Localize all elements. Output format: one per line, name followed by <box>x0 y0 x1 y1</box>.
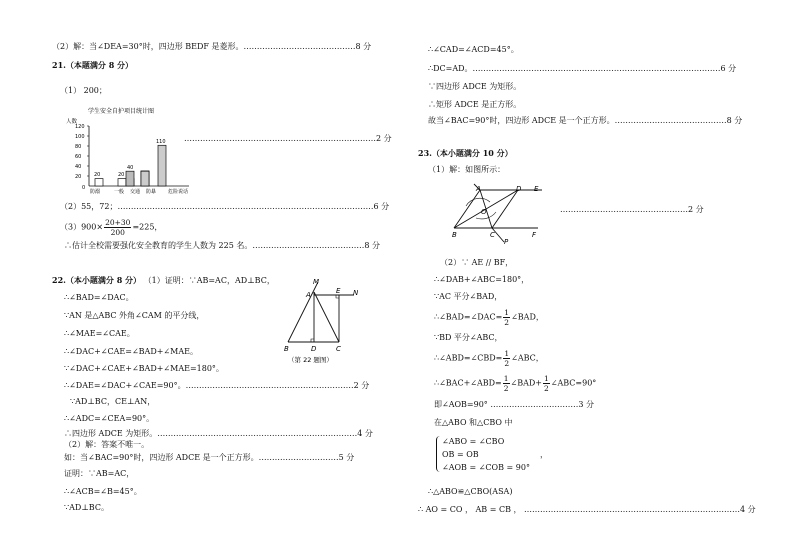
text: ∴∠ABD=∠CBD= <box>434 353 503 363</box>
label-B: B <box>452 231 457 239</box>
solution-line: ∴估计全校需要强化安全教育的学生人数为 225 名。……………………………………8 分 <box>64 241 380 250</box>
label-P: P <box>504 238 509 246</box>
text: ∠ABC， <box>511 353 544 363</box>
label-E: E <box>534 185 539 193</box>
denominator: 200 <box>110 228 125 237</box>
solution-line: ∵四边形 ADCE 为矩形。 <box>428 82 522 91</box>
equation-line <box>442 463 530 473</box>
solution-line: ∴矩形 ADCE 是正方形。 <box>428 100 522 109</box>
solution-line: 在△ABO 和△CBO 中 <box>434 418 513 427</box>
bar-label: 110 <box>156 139 166 145</box>
bar-label: 20 <box>94 172 101 178</box>
figure-22 <box>278 276 358 366</box>
solution-line-fraction <box>434 374 596 393</box>
solution-line: ∵AD⊥BC，CE⊥AN， <box>70 397 156 406</box>
numerator: 20+30 <box>105 218 131 227</box>
solution-line: ∴∠DAC+∠CAE=∠BAD+∠MAE。 <box>64 347 198 356</box>
numerator: 1 <box>544 374 549 383</box>
fraction-half <box>503 308 510 327</box>
score-dots: ………………………………………………………………2 分 <box>184 134 392 143</box>
label-C: C <box>336 345 341 353</box>
label-M: M <box>313 278 320 286</box>
figure-caption: （第 22 题图） <box>288 356 333 364</box>
label-C: C <box>490 231 495 239</box>
solution-line: ∴∠ACB=∠B=45°。 <box>64 487 142 496</box>
fraction-half <box>503 374 510 393</box>
solution-line: ∴∠DAB+∠ABC=180°， <box>434 275 530 284</box>
label-A: A <box>306 291 311 299</box>
label-N: N <box>353 289 358 297</box>
text: ∴∠BAC+∠ABD= <box>434 378 502 388</box>
solution-line-fraction <box>60 218 162 237</box>
y-tick-label: 100 <box>75 134 85 140</box>
fraction <box>104 218 131 237</box>
label-A: A <box>476 185 481 193</box>
solution-line: （2）∵ AE // BF， <box>440 258 514 267</box>
text: ∠ABC=90° <box>550 378 597 388</box>
equation-line: ∠ABO = ∠CBO <box>442 437 505 446</box>
fraction-half <box>503 349 510 368</box>
chart-y-origin: 0 <box>82 185 86 191</box>
text: （3）900× <box>60 222 104 232</box>
label-O: O <box>481 208 487 216</box>
solution-line: （2）解：当∠DEA=30°时，四边形 BEDF 是菱形。……………………………………8 分 <box>52 42 372 51</box>
question-23-heading: 23.（本小题满分 10 分） <box>418 148 513 158</box>
chart-bar <box>158 145 166 186</box>
y-tick-label: 80 <box>75 144 82 150</box>
label-B: B <box>284 345 289 353</box>
chart-bar <box>126 171 134 186</box>
numerator: 1 <box>503 374 509 383</box>
x-tick-label: 防暴 <box>146 189 157 195</box>
solution-line: ∴四边形 ADCE 为矩形。…………………………………………………………………4 分 <box>64 429 373 438</box>
x-tick-label: 防溺 <box>90 189 101 195</box>
figure-23 <box>446 182 556 248</box>
system-brace <box>436 436 441 472</box>
y-tick-label: 60 <box>75 154 82 160</box>
solution-line-fraction <box>434 349 544 368</box>
denominator: 2 <box>504 359 510 368</box>
label-F: F <box>532 231 537 239</box>
equation-tail: ， <box>540 450 548 459</box>
x-tick-label: 危险说话 <box>168 189 189 195</box>
denominator: 2 <box>544 384 549 393</box>
solution-line: ∵AD⊥BC。 <box>64 503 109 512</box>
chart-title: 学生安全自护项目统计图 <box>88 108 155 115</box>
solution-line-fraction <box>434 308 544 327</box>
text: ∠AOB = ∠COB = 90° <box>442 463 530 472</box>
question-22-line <box>52 275 275 286</box>
question-22-heading: 22.（本小题满分 8 分） <box>52 275 142 285</box>
solution-line: 如：当∠BAC=90°时，四边形 ADCE 是一个正方形。…………………………5 分 <box>64 453 355 462</box>
text: （1）证明：∵AB=AC，AD⊥BC， <box>143 276 275 285</box>
q21-bar-chart <box>64 104 194 196</box>
chart-bar <box>95 179 103 186</box>
denominator: 2 <box>503 384 509 393</box>
label-D: D <box>311 345 317 353</box>
x-tick-label: 一般 <box>114 189 125 195</box>
solution-line: 证明：∵AB=AC， <box>64 469 135 478</box>
text: ∠BAD+ <box>510 378 543 388</box>
chart-yticks <box>75 124 89 180</box>
solution-line: ∴DC=AD。…………………………………………………………………………………6 分 <box>428 64 737 73</box>
solution-line: （2）解：答案不唯一。 <box>64 440 150 449</box>
y-tick-label: 120 <box>75 124 85 130</box>
chart-bar <box>141 171 149 186</box>
solution-line: ∵AN 是△ABC 外角∠CAM 的平分线， <box>64 311 205 320</box>
numerator: 1 <box>504 349 510 358</box>
y-tick-label: 20 <box>75 174 82 180</box>
solution-line: 故当∠BAC=90°时，四边形 ADCE 是一个正方形。……………………………………8 分 <box>428 116 743 125</box>
bar-label: 20 <box>118 172 125 178</box>
solution-line: ∴∠ADC=∠CEA=90°。 <box>64 414 155 423</box>
numerator: 1 <box>504 308 510 317</box>
solution-line: ∵BD 平分∠ABC， <box>434 333 503 342</box>
solution-line: （1）解：如图所示： <box>428 165 506 174</box>
solution-line: 即∠AOB=90° ……………………………3 分 <box>434 400 594 409</box>
solution-line: （1） 200； <box>60 86 107 95</box>
bar-label: 40 <box>127 165 134 171</box>
denominator: 2 <box>504 318 510 327</box>
chart-bar <box>118 179 126 186</box>
solution-line: ∴∠BAD=∠DAC。 <box>64 293 134 302</box>
solution-line: ∵AC 平分∠BAD， <box>434 292 503 301</box>
text: ∠BAD， <box>511 312 544 322</box>
solution-line: ∴∠DAE=∠DAC+∠CAE=90°。………………………………………………………2 分 <box>64 381 370 390</box>
solution-line: （2）55，72；……………………………………………………………………………………6 分 <box>60 202 390 211</box>
solution-line: ∴ AO = CO ， AB = CB ， ………………………………………………………………………4 分 <box>418 505 756 514</box>
chart-xlabels <box>90 188 188 195</box>
score-dots: …………………………………………2 分 <box>560 205 704 214</box>
chart-ylabel: 人数 <box>66 119 78 125</box>
label-E: E <box>336 287 341 295</box>
text: ∴∠BAD=∠DAC= <box>434 312 503 322</box>
y-tick-label: 40 <box>75 164 82 170</box>
equation-line: OB = OB <box>442 450 479 459</box>
question-21-heading: 21.（本题满分 8 分） <box>52 60 134 70</box>
solution-line: ∴∠MAE=∠CAE。 <box>64 329 135 338</box>
solution-line: ∵∠DAC+∠CAE+∠BAD+∠MAE=180°。 <box>64 364 224 373</box>
fraction-half <box>543 374 550 393</box>
solution-line: ∴∠CAD=∠ACD=45°。 <box>428 45 519 54</box>
x-tick-label: 交通 <box>130 189 141 195</box>
label-D: D <box>516 185 522 193</box>
text: =225， <box>132 222 163 232</box>
solution-line: ∴△ABO≌△CBO(ASA) <box>428 487 513 496</box>
